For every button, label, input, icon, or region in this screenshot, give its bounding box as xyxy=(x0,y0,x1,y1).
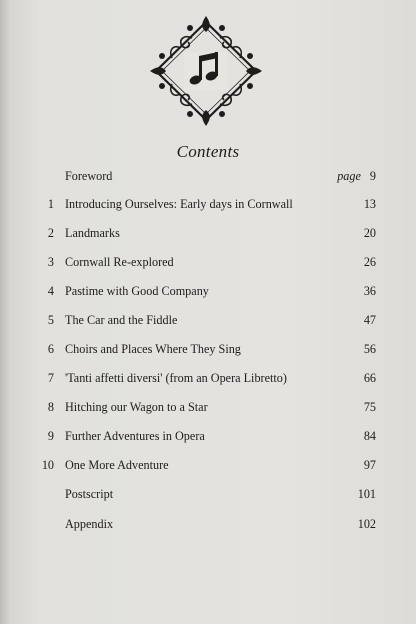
toc-page-number: 36 xyxy=(363,284,376,298)
toc-number: 9 xyxy=(47,429,54,443)
toc-row xyxy=(0,310,416,330)
toc-title: 'Tanti affetti diversi' (from an Opera Libretto) xyxy=(65,371,287,385)
contents-title: Contents xyxy=(176,142,240,161)
toc-row xyxy=(0,223,416,243)
toc-row xyxy=(0,426,416,446)
toc-title: Introducing Ourselves: Early days in Cornwall xyxy=(65,197,293,211)
toc-number: 7 xyxy=(47,371,54,385)
toc-row-foreword xyxy=(0,166,416,186)
toc-title: Hitching our Wagon to a Star xyxy=(65,400,208,414)
toc-number: 3 xyxy=(47,255,54,269)
toc-page-number: 84 xyxy=(363,429,376,443)
toc-row xyxy=(0,281,416,301)
toc-title: Postscript xyxy=(65,487,114,501)
toc-page-number: 102 xyxy=(357,517,376,531)
toc-row xyxy=(0,252,416,272)
toc-page-number: 56 xyxy=(363,342,376,356)
toc-row xyxy=(0,368,416,388)
toc-page-number: 66 xyxy=(363,371,376,385)
toc-page-number: 20 xyxy=(363,226,376,240)
toc-number: 10 xyxy=(41,458,54,472)
toc-row xyxy=(0,194,416,214)
toc-page-number: 26 xyxy=(363,255,376,269)
toc-row xyxy=(0,339,416,359)
toc-title: Appendix xyxy=(65,517,114,531)
toc-title: Further Adventures in Opera xyxy=(65,429,205,443)
toc-title: One More Adventure xyxy=(65,458,169,472)
music-note-ornament-icon xyxy=(148,14,264,128)
toc-title: Landmarks xyxy=(65,226,120,240)
toc-row xyxy=(0,484,416,504)
toc-number: 8 xyxy=(47,400,54,414)
toc-title: Cornwall Re-explored xyxy=(65,255,174,269)
toc-page-number: 75 xyxy=(363,400,376,414)
toc-page-prefix: page xyxy=(337,169,361,183)
toc-row xyxy=(0,514,416,534)
toc-title: Pastime with Good Company xyxy=(65,284,209,298)
toc-page-number: 47 xyxy=(363,313,376,327)
toc-row xyxy=(0,455,416,475)
toc-title: The Car and the Fiddle xyxy=(65,313,178,327)
toc-page-number: 9 xyxy=(369,169,376,183)
toc-title: Choirs and Places Where They Sing xyxy=(65,342,241,356)
toc-page-number: 97 xyxy=(363,458,376,472)
toc-number: 1 xyxy=(47,197,54,211)
toc-row xyxy=(0,397,416,417)
toc-number: 5 xyxy=(47,313,54,327)
toc-number: 2 xyxy=(47,226,54,240)
toc-page xyxy=(337,166,376,186)
toc-title: Foreword xyxy=(65,169,113,183)
toc-number: 6 xyxy=(47,342,54,356)
toc-number: 4 xyxy=(47,284,54,298)
toc-page-number: 101 xyxy=(357,487,376,501)
toc-page-number: 13 xyxy=(363,197,376,211)
